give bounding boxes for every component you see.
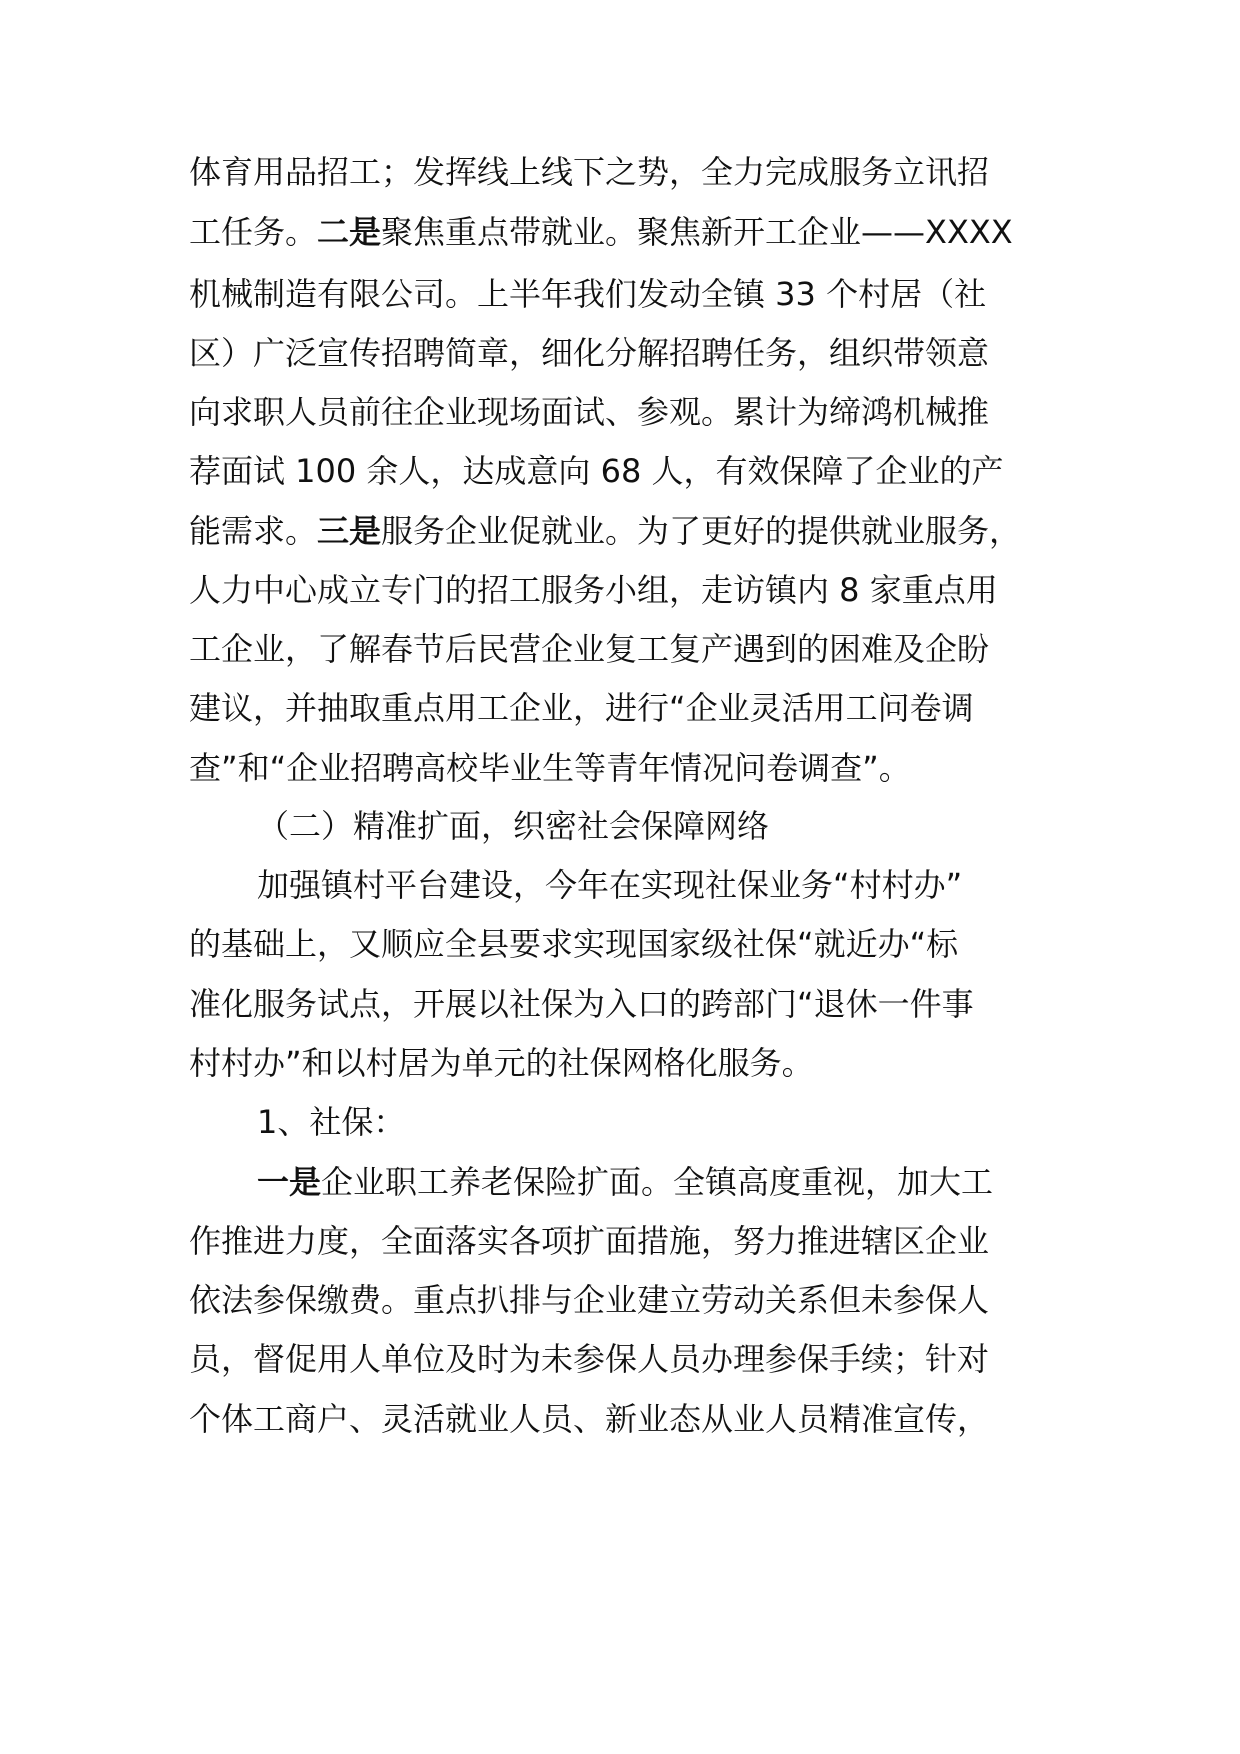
- text-run: 的基础上，又顺应全县要求实现国家级社保“就近办“标: [189, 925, 959, 963]
- text-run: 能需求。: [189, 512, 318, 550]
- text-line: [189, 147, 989, 197]
- text-line: [189, 683, 974, 733]
- text-run: 服务企业促就业。为了更好的提供就业服务，: [381, 512, 1022, 550]
- text-run: 荐面试 100 余人，达成意向 68 人，有效保障了企业的产: [189, 452, 1004, 490]
- text-line: [257, 1157, 993, 1207]
- text-line: [189, 565, 998, 615]
- text-run: 建议，并抽取重点用工企业，进行“企业灵活用工问卷调: [189, 689, 974, 727]
- text-run: 人力中心成立专门的招工服务小组，走访镇内 8 家重点用: [189, 571, 998, 609]
- text-line: [189, 743, 911, 793]
- text-run: 机械制造有限公司。上半年我们发动全镇 33 个村居（社: [189, 275, 987, 313]
- text-line: [189, 1334, 989, 1384]
- text-run: 区）广泛宣传招聘简章，细化分解招聘任务，组织带领意: [189, 334, 990, 372]
- text-line: [189, 269, 986, 319]
- text-line: [189, 979, 974, 1029]
- text-run: 体育用品招工；发挥线上线下之势，全力完成服务立讯招: [189, 153, 990, 191]
- text-run: 查”和“企业招聘高校毕业生等青年情况问卷调查”。: [189, 749, 911, 787]
- text-run: （二）精准扩面，织密社会保障网络: [257, 807, 770, 845]
- text-run: 聚焦重点带就业。聚焦新开工企业——XXXX: [381, 213, 1013, 251]
- text-run: 加强镇村平台建设，今年在实现社保业务“村村办”: [257, 866, 963, 904]
- bold-run: 一是: [257, 1163, 322, 1201]
- text-line: [257, 801, 769, 851]
- text-run: 工任务。: [189, 213, 318, 251]
- text-line: [257, 1097, 405, 1147]
- text-line: [189, 624, 989, 674]
- text-line: [257, 860, 962, 910]
- text-run: 企业职工养老保险扩面。全镇高度重视，加大工: [321, 1163, 994, 1201]
- text-run: 准化服务试点，开展以社保为入口的跨部门“退休一件事: [189, 985, 974, 1023]
- text-run: 工企业，了解春节后民营企业复工复产遇到的困难及企盼: [189, 630, 990, 668]
- text-line: [189, 1216, 989, 1266]
- text-line: [189, 446, 1004, 496]
- text-run: 作推进力度，全面落实各项扩面措施，努力推进辖区企业: [189, 1222, 990, 1260]
- text-line: [189, 506, 1021, 556]
- bold-run: 三是: [317, 512, 382, 550]
- text-line: [189, 1394, 989, 1444]
- text-line: [189, 1038, 814, 1088]
- text-line: [189, 207, 1013, 257]
- text-run: 向求职人员前往企业现场面试、参观。累计为缔鸿机械推: [189, 393, 990, 431]
- bold-run: 二是: [317, 213, 382, 251]
- text-run: 1、社保：: [257, 1103, 406, 1141]
- text-run: 个体工商户、灵活就业人员、新业态从业人员精准宣传，: [189, 1400, 990, 1438]
- text-run: 员，督促用人单位及时为未参保人员办理参保手续；针对: [189, 1340, 990, 1378]
- text-run: 村村办”和以村居为单元的社保网格化服务。: [189, 1044, 814, 1082]
- text-line: [189, 919, 958, 969]
- text-run: 依法参保缴费。重点扒排与企业建立劳动关系但未参保人: [189, 1281, 990, 1319]
- text-line: [189, 328, 989, 378]
- text-line: [189, 387, 989, 437]
- text-line: [189, 1275, 989, 1325]
